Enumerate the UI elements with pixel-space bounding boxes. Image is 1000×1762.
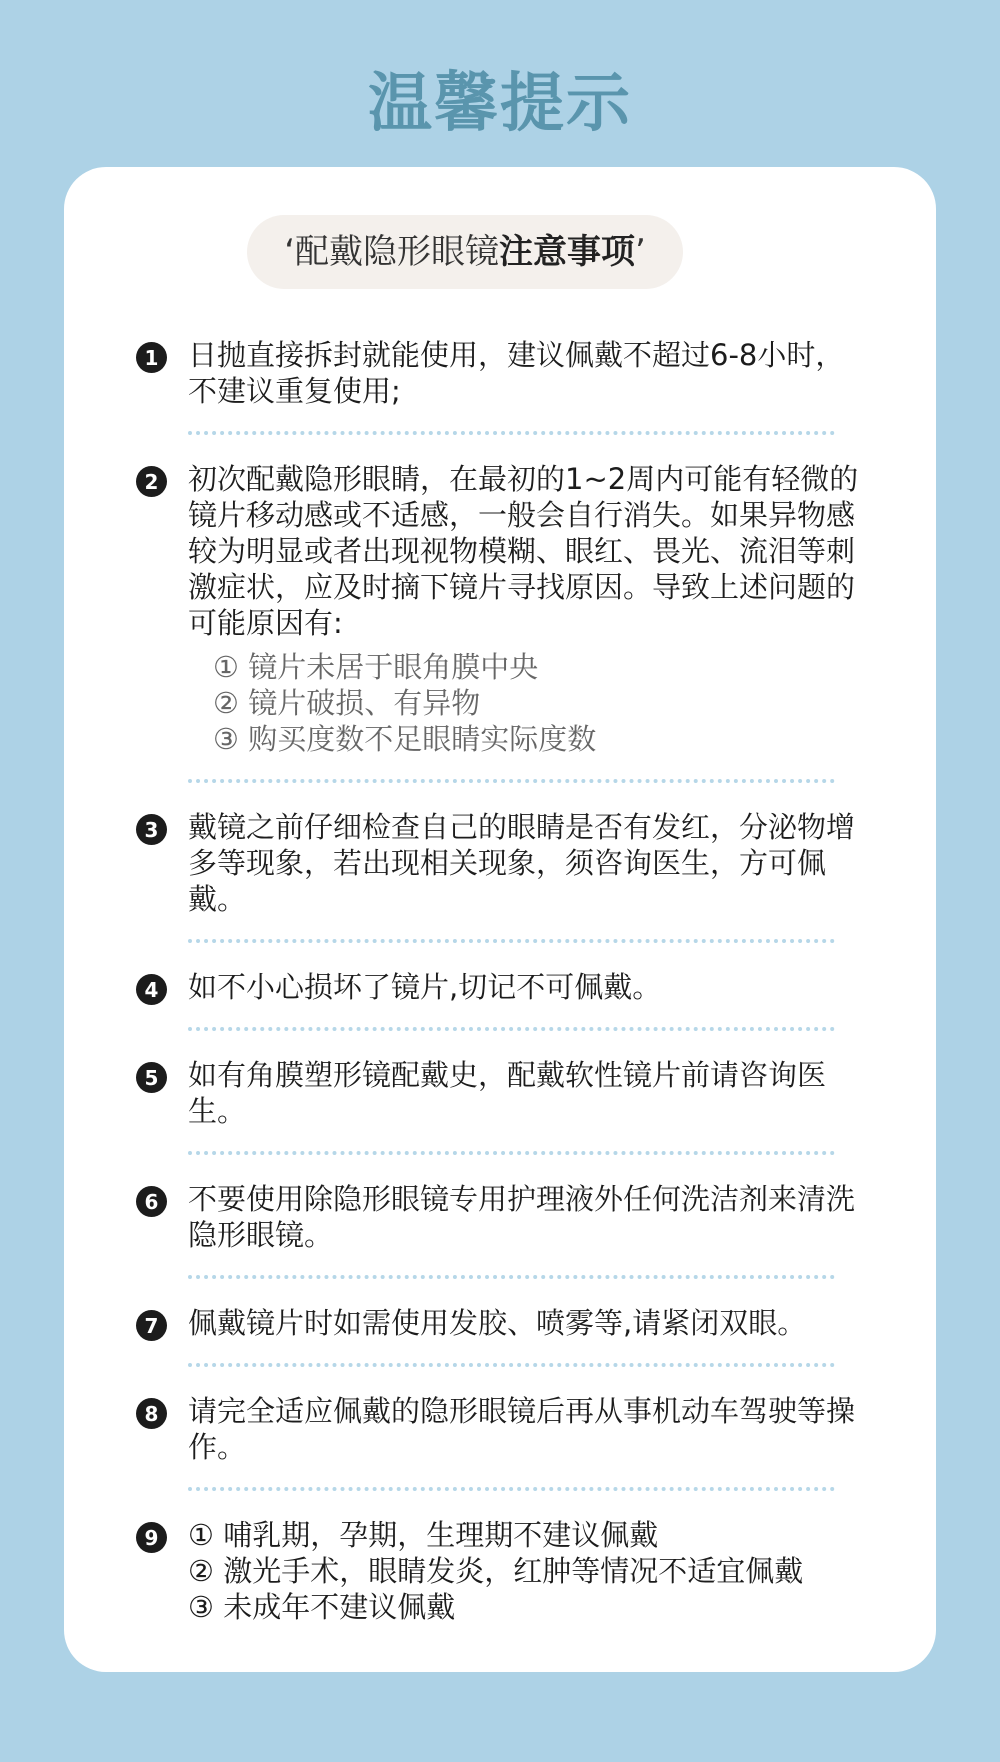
cause-item: ② 镜片破损、有异物 [213, 686, 481, 720]
notice-list [136, 337, 916, 1625]
cause-item: ① 镜片未居于眼角膜中央 [213, 650, 539, 684]
section-heading [247, 215, 683, 289]
dotted-divider [188, 431, 835, 435]
restriction-item: ① 哺乳期，孕期，生理期不建议佩戴 [188, 1518, 659, 1552]
page-title: 温馨提示 [368, 67, 632, 141]
notice-text: 不要使用除隐形眼镜专用护理液外任何洗洁剂来清洗隐形眼镜。 [188, 1182, 856, 1252]
notice-item-9 [136, 1517, 916, 1625]
notice-item-7 [136, 1305, 916, 1341]
number-badge: 1 [136, 342, 167, 373]
notice-text: 日抛直接拆封就能使用，建议佩戴不超过6-8小时，不建议重复使用; [188, 338, 845, 408]
number-badge: 8 [136, 1398, 167, 1429]
notice-card [64, 167, 936, 1672]
number-badge: 7 [136, 1310, 167, 1341]
cause-item: ③ 购买度数不足眼睛实际度数 [213, 722, 597, 756]
notice-text: 佩戴镜片时如需使用发胶、喷雾等,请紧闭双眼。 [188, 1306, 807, 1340]
dotted-divider [188, 939, 835, 943]
notice-text: 如有角膜塑形镜配戴史，配戴软性镜片前请咨询医生。 [188, 1058, 827, 1128]
number-badge: 3 [136, 814, 167, 845]
notice-item-4 [136, 969, 916, 1005]
notice-text: 如不小心损坏了镜片,切记不可佩戴。 [188, 970, 662, 1004]
heading-bold-text: 注意事项 [499, 232, 635, 272]
dotted-divider [188, 1363, 835, 1367]
dotted-divider [188, 779, 835, 783]
notice-item-2 [136, 461, 916, 757]
notice-item-8 [136, 1393, 916, 1465]
restriction-item: ③ 未成年不建议佩戴 [188, 1590, 456, 1624]
dotted-divider [188, 1487, 835, 1491]
restriction-item: ② 激光手术，眼睛发炎，红肿等情况不适宜佩戴 [188, 1554, 804, 1588]
number-badge: 5 [136, 1062, 167, 1093]
cause-list [213, 649, 868, 757]
notice-item-6 [136, 1181, 916, 1253]
number-badge: 2 [136, 466, 167, 497]
dotted-divider [188, 1275, 835, 1279]
number-badge: 9 [136, 1522, 167, 1553]
number-badge: 4 [136, 974, 167, 1005]
notice-text: 请完全适应佩戴的隐形眼镜后再从事机动车驾驶等操作。 [188, 1394, 856, 1464]
notice-item-5 [136, 1057, 916, 1129]
number-badge: 6 [136, 1186, 167, 1217]
notice-text: 初次配戴隐形眼睛，在最初的1~2周内可能有轻微的镜片移动感或不适感，一般会自行消失。如果异物感较为明显或者出现视物模糊、眼红、畏光、流泪等刺激症状，应及时摘下镜片寻找原因。导致上述问题的可能原因有: [188, 462, 859, 640]
heading-normal-text: 配戴隐形眼镜 [295, 232, 499, 272]
dotted-divider [188, 1151, 835, 1155]
close-quote: ’ [635, 232, 646, 272]
dotted-divider [188, 1027, 835, 1031]
notice-item-3 [136, 809, 916, 917]
notice-item-1 [136, 337, 916, 409]
notice-text: 戴镜之前仔细检查自己的眼睛是否有发红，分泌物增多等现象，若出现相关现象，须咨询医生，方可佩戴。 [188, 810, 856, 916]
open-quote: ‘ [284, 232, 295, 272]
